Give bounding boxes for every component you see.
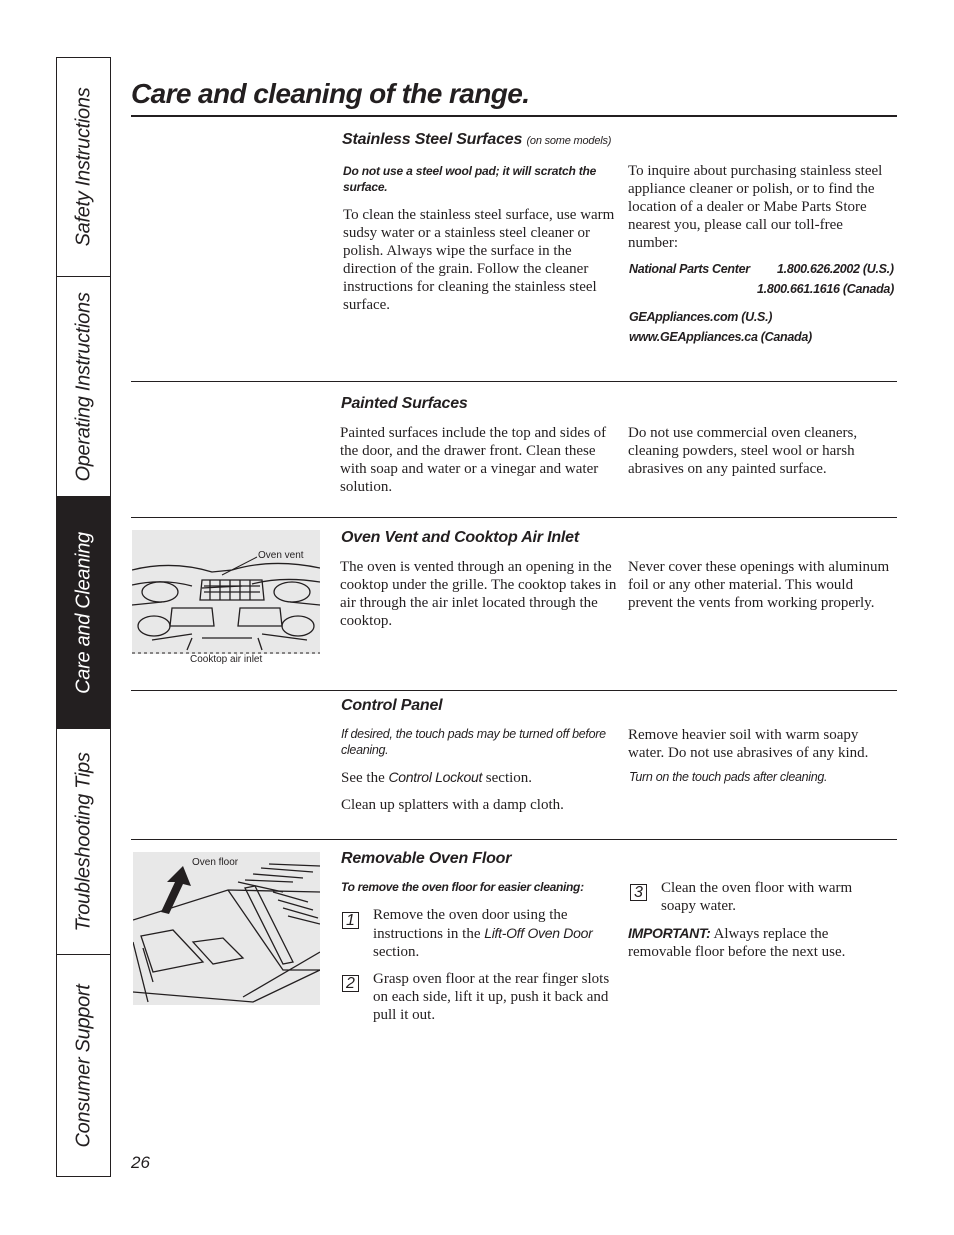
oven-vent-label: Oven vent [258,550,304,561]
divider [131,839,897,840]
control-note: If desired, the touch pads may be turned off before cleaning. [341,727,606,757]
web-canada[interactable]: www.GEAppliances.ca (Canada) [629,330,812,344]
step-2-number: 2 [342,975,359,992]
tab-label: Troubleshooting Tips [72,751,94,932]
vent-left: The oven is vented through an opening in the cooktop under the grille. The cooktop takes in air through the air inlet located through the cooktop. [340,559,617,629]
step-1-suffix: section. [373,944,420,960]
cooktop-drawing [132,530,320,654]
control-lockout-link[interactable]: Control Lockout [388,769,483,785]
tab-label: Safety Instructions [72,87,94,247]
step-1-prefix: Remove the oven door using the instructions in the [373,907,568,942]
tab-safety-instructions[interactable] [57,58,110,277]
control-splatters: Clean up splatters with a damp cloth. [341,797,564,813]
title-rule [131,115,897,117]
oven-floor-label: Oven floor [192,857,239,868]
lift-off-door-link[interactable]: Lift-Off Oven Door [484,925,593,941]
divider [131,517,897,518]
control-see-prefix: See the [341,770,385,786]
important-label: IMPORTANT: [628,925,711,941]
step-1-text [373,906,613,961]
tab-consumer-support[interactable] [57,955,110,1176]
vent-right: Never cover these openings with aluminum foil or any other material. This would prevent the vents from working properly. [628,559,890,611]
divider [131,690,897,691]
control-see-suffix: section. [485,770,533,786]
control-see [341,768,616,787]
stainless-heading-text: Stainless Steel Surfaces [342,131,523,148]
stainless-heading [342,130,611,151]
oven-floor-drawing [133,852,320,1005]
painted-right: Do not use commercial oven cleaners, cleaning powders, steel wool or harsh abrasives on any painted surface. [628,425,858,477]
step-2-text: Grasp oven floor at the rear finger slots on each side, lift it up, push it back and pull it out. [373,971,610,1023]
parts-center-label: National Parts Center [629,262,750,276]
step-3-text: Clean the oven floor with warm soapy water. [661,880,853,914]
tab-label: Care and Cleaning [72,531,94,694]
floor-heading: Removable Oven Floor [341,850,512,867]
vent-heading: Oven Vent and Cooktop Air Inlet [341,529,579,546]
page-number: 26 [131,1153,150,1172]
divider [131,381,897,382]
phone-canada: 1.800.661.1616 (Canada) [757,282,894,296]
control-right: Remove heavier soil with warm soapy water. Do not use abrasives of any kind. [628,727,869,761]
control-right-note: Turn on the touch pads after cleaning. [629,770,828,784]
control-heading: Control Panel [341,697,443,714]
stainless-warning: Do not use a steel wool pad; it will scratch the surface. [343,164,597,194]
floor-subhead: To remove the oven floor for easier cleaning: [341,880,584,894]
air-inlet-label: Cooktop air inlet [190,654,263,665]
stainless-heading-note: (on some models) [526,135,612,147]
tab-label: Operating Instructions [72,291,94,482]
painted-left: Painted surfaces include the top and sides of the door, and the drawer front. Clean these with soap and water or a vinegar and water solution. [340,425,607,495]
cooktop-illustration [132,530,320,654]
stainless-inquire: To inquire about purchasing stainless steel appliance cleaner or polish, or to find the location of a dealer or Mabe Parts Store nearest you, please call our toll-free number: [628,163,883,251]
phone-us: 1.800.626.2002 (U.S.) [777,262,894,276]
tab-label: Consumer Support [72,983,94,1148]
section-tabs [56,57,111,1177]
painted-heading: Painted Surfaces [341,395,468,412]
important-note [628,924,890,961]
important-text: Always replace the removable floor before the next use. [628,926,846,960]
page-title: Care and cleaning of the range. [131,78,530,109]
step-3-number: 3 [630,884,647,901]
web-us[interactable]: GEAppliances.com (U.S.) [629,310,773,324]
tab-care-and-cleaning[interactable] [57,497,110,729]
tab-operating-instructions[interactable] [57,277,110,497]
tab-troubleshooting-tips[interactable] [57,729,110,955]
stainless-body: To clean the stainless steel surface, use warm sudsy water or a stainless steel cleaner or polish. Always wipe the surface in the direction of the grain. Follow the cleaner instructions for cleaning the stainless steel surface. [343,207,615,313]
oven-floor-illustration [133,852,320,1005]
step-1-number: 1 [342,912,359,929]
